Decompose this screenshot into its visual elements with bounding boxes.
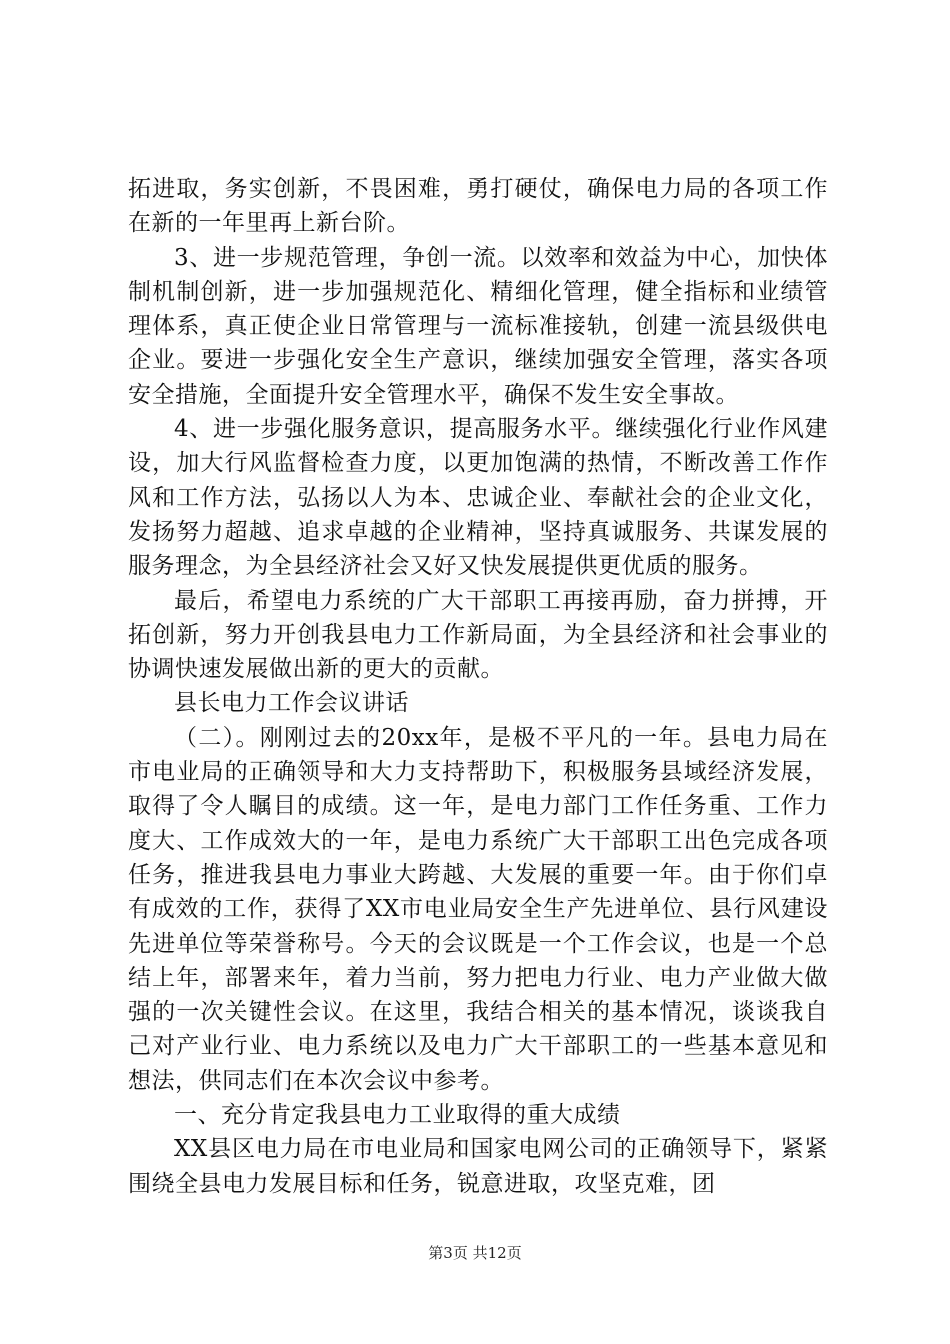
page-number-footer: 第3页 共12页 [428, 1244, 522, 1262]
paragraph-part-two: （二）。刚刚过去的20xx年，是极不平凡的一年。县电力局在市电业局的正确领导和大力支持帮助下，积极服务县域经济发展，取得了令人瞩目的成绩。这一年，是电力部门工作任务重、工作力度大、工作成效大的一年，是电力系统广大干部职工出色完成各项任务，推进我县电力事业大跨越、大发展的重要一年。由于你们卓有成效的工作，获得了XX市电业局安全生产先进单位、县行风建设先进单位等荣誉称号。今天的会议既是一个工作会议，也是一个总结上年，部署来年，着力当前，努力把电力行业、电力产业做大做强的一次关键性会议。在这里，我结合相关的基本情况，谈谈我自己对产业行业、电力系统以及电力广大干部职工的一些基本意见和想法，供同志们在本次会议中参考。 [128, 724, 828, 1094]
section-title: 县长电力工作会议讲话 [174, 690, 409, 717]
section-heading-one: 一、充分肯定我县电力工业取得的重大成绩 [174, 1102, 621, 1129]
paragraph-continuation: 拓进取，务实创新，不畏困难，勇打硬仗，确保电力局的各项工作在新的一年里再上新台阶。 [128, 176, 828, 237]
document-body [128, 172, 828, 1201]
paragraph-closing: 最后，希望电力系统的广大干部职工再接再励，奋力拼搏，开拓创新，努力开创我县电力工作新局面，为全县经济和社会事业的协调快速发展做出新的更大的贡献。 [128, 587, 828, 683]
paragraph-item-3: 3、进一步规范管理，争创一流。以效率和效益为中心，加快体制机制创新，进一步加强规范化、精细化管理，健全指标和业绩管理体系，真正使企业日常管理与一流标准接轨，创建一流县级供电企业。要进一步强化安全生产意识，继续加强安全管理，落实各项安全措施，全面提升安全管理水平，确保不发生安全事故。 [128, 244, 828, 408]
paragraph-section-one: XX县区电力局在市电业局和国家电网公司的正确领导下，紧紧围绕全县电力发展目标和任务，锐意进取，攻坚克难，团 [128, 1136, 828, 1197]
paragraph-item-4: 4、进一步强化服务意识，提高服务水平。继续强化行业作风建设，加大行风监督检查力度，以更加饱满的热情，不断改善工作作风和工作方法，弘扬以人为本、忠诚企业、奉献社会的企业文化，发扬努力超越、追求卓越的企业精神，坚持真诚服务、共谋发展的服务理念，为全县经济社会又好又快发展提供更优质的服务。 [128, 416, 828, 580]
